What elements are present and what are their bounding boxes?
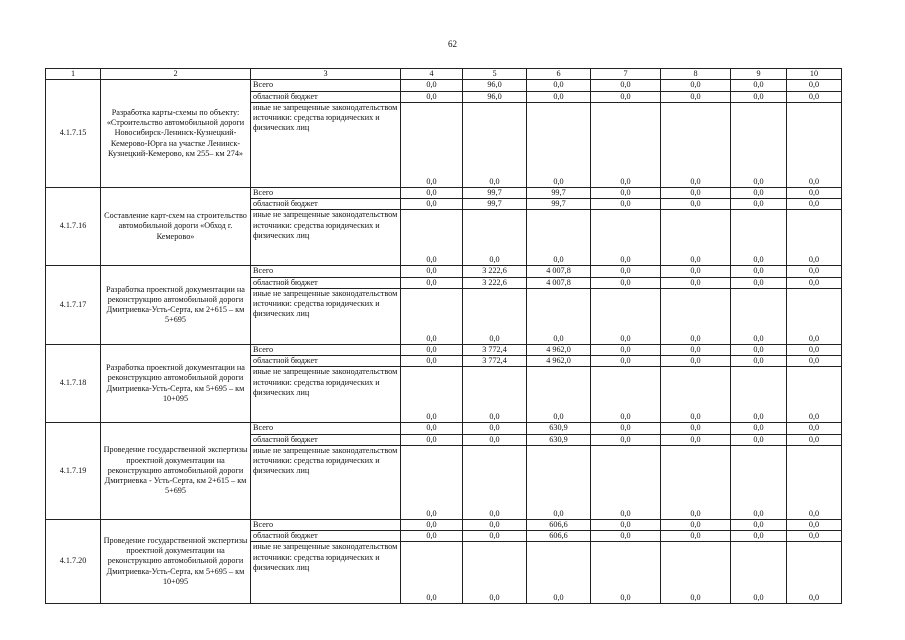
table-row	[46, 266, 842, 277]
amount-cell: 0,0	[661, 356, 731, 367]
amount-cell: 4 007,8	[527, 266, 591, 277]
amount-cell: 0,0	[661, 519, 731, 530]
amount-cell: 0,0	[787, 80, 842, 91]
amount-cell: 0,0	[731, 91, 787, 102]
amount-cell: 0,0	[731, 288, 787, 344]
column-header: 2	[101, 69, 251, 80]
column-header: 9	[731, 69, 787, 80]
funding-source: областной бюджет	[251, 356, 401, 367]
funding-source: Всего	[251, 423, 401, 434]
column-header: 5	[463, 69, 527, 80]
amount-cell: 3 772,4	[463, 356, 527, 367]
amount-cell: 0,0	[401, 344, 463, 355]
amount-cell: 0,0	[591, 445, 661, 519]
funding-source: областной бюджет	[251, 199, 401, 210]
amount-cell: 0,0	[401, 266, 463, 277]
amount-cell: 0,0	[591, 344, 661, 355]
amount-cell: 0,0	[527, 80, 591, 91]
amount-cell: 99,7	[527, 199, 591, 210]
amount-cell: 0,0	[787, 266, 842, 277]
item-name: Проведение государственной экспертизы проектной документации на реконструкцию автомобильной дороги Дмитриевка - Усть-Серта, км 2+615 – км 5+695	[101, 423, 251, 520]
table-row	[46, 187, 842, 198]
amount-cell: 0,0	[527, 210, 591, 266]
amount-cell: 630,9	[527, 423, 591, 434]
funding-source: областной бюджет	[251, 531, 401, 542]
amount-cell: 0,0	[591, 199, 661, 210]
item-code: 4.1.7.15	[46, 80, 101, 188]
funding-source: областной бюджет	[251, 277, 401, 288]
amount-cell: 0,0	[731, 434, 787, 445]
amount-cell: 96,0	[463, 91, 527, 102]
amount-cell: 0,0	[787, 367, 842, 423]
amount-cell: 0,0	[787, 187, 842, 198]
item-code: 4.1.7.16	[46, 187, 101, 266]
column-header: 7	[591, 69, 661, 80]
amount-cell: 0,0	[661, 434, 731, 445]
item-name: Разработка проектной документации на реконструкцию автомобильной дороги Дмитриевка-Усть-Серта, км 5+695 – км 10+095	[101, 344, 251, 423]
funding-source: Всего	[251, 80, 401, 91]
amount-cell: 0,0	[401, 367, 463, 423]
amount-cell: 0,0	[787, 519, 842, 530]
amount-cell: 0,0	[591, 519, 661, 530]
column-header-row	[46, 69, 842, 80]
amount-cell: 0,0	[731, 210, 787, 266]
amount-cell: 0,0	[591, 80, 661, 91]
amount-cell: 0,0	[463, 531, 527, 542]
column-header: 1	[46, 69, 101, 80]
amount-cell: 0,0	[401, 542, 463, 604]
item-code: 4.1.7.19	[46, 423, 101, 520]
amount-cell: 0,0	[661, 423, 731, 434]
amount-cell: 4 962,0	[527, 344, 591, 355]
amount-cell: 0,0	[591, 266, 661, 277]
amount-cell: 0,0	[731, 445, 787, 519]
amount-cell: 0,0	[463, 367, 527, 423]
amount-cell: 3 222,6	[463, 277, 527, 288]
amount-cell: 0,0	[661, 445, 731, 519]
funding-source: Всего	[251, 344, 401, 355]
amount-cell: 0,0	[787, 445, 842, 519]
amount-cell: 0,0	[731, 531, 787, 542]
funding-source: областной бюджет	[251, 91, 401, 102]
amount-cell: 0,0	[731, 356, 787, 367]
amount-cell: 0,0	[527, 288, 591, 344]
amount-cell: 0,0	[731, 423, 787, 434]
funding-source: Всего	[251, 187, 401, 198]
amount-cell: 99,7	[463, 199, 527, 210]
table-row	[46, 423, 842, 434]
amount-cell: 96,0	[463, 80, 527, 91]
amount-cell: 0,0	[591, 367, 661, 423]
amount-cell: 0,0	[661, 288, 731, 344]
funding-source: Всего	[251, 519, 401, 530]
amount-cell: 0,0	[401, 210, 463, 266]
amount-cell: 0,0	[661, 531, 731, 542]
funding-source: иные не запрещенные законодательством источники: средства юридических и физических лиц	[251, 288, 401, 344]
amount-cell: 0,0	[463, 445, 527, 519]
amount-cell: 0,0	[787, 288, 842, 344]
amount-cell: 0,0	[787, 91, 842, 102]
amount-cell: 0,0	[661, 210, 731, 266]
amount-cell: 0,0	[591, 531, 661, 542]
amount-cell: 0,0	[591, 187, 661, 198]
funding-table	[45, 68, 842, 604]
column-header: 8	[661, 69, 731, 80]
table-row	[46, 519, 842, 530]
amount-cell: 4 007,8	[527, 277, 591, 288]
amount-cell: 0,0	[591, 277, 661, 288]
amount-cell: 0,0	[401, 434, 463, 445]
amount-cell: 0,0	[591, 542, 661, 604]
amount-cell: 0,0	[731, 367, 787, 423]
amount-cell: 0,0	[401, 187, 463, 198]
item-code: 4.1.7.20	[46, 519, 101, 604]
table-body	[46, 69, 842, 604]
table-row	[46, 80, 842, 91]
amount-cell: 606,6	[527, 531, 591, 542]
item-name: Разработка проектной документации на реконструкцию автомобильной дороги Дмитриевка-Усть-Серта, км 2+615 – км 5+695	[101, 266, 251, 345]
amount-cell: 0,0	[731, 199, 787, 210]
amount-cell: 0,0	[591, 91, 661, 102]
funding-source: иные не запрещенные законодательством источники: средства юридических и физических лиц	[251, 102, 401, 187]
funding-source: иные не запрещенные законодательством источники: средства юридических и физических лиц	[251, 210, 401, 266]
item-name: Составление карт-схем на строительство автомобильной дороги «Обход г. Кемерово»	[101, 187, 251, 266]
amount-cell: 0,0	[591, 210, 661, 266]
amount-cell: 0,0	[661, 367, 731, 423]
amount-cell: 0,0	[787, 344, 842, 355]
amount-cell: 0,0	[787, 102, 842, 187]
amount-cell: 0,0	[787, 531, 842, 542]
amount-cell: 0,0	[463, 519, 527, 530]
amount-cell: 0,0	[463, 434, 527, 445]
amount-cell: 0,0	[401, 356, 463, 367]
amount-cell: 0,0	[787, 542, 842, 604]
amount-cell: 0,0	[463, 210, 527, 266]
amount-cell: 0,0	[591, 423, 661, 434]
table-row	[46, 344, 842, 355]
amount-cell: 0,0	[731, 542, 787, 604]
amount-cell: 0,0	[731, 277, 787, 288]
amount-cell: 0,0	[661, 187, 731, 198]
item-name: Проведение государственной экспертизы проектной документации на реконструкцию автомобильной дороги Дмитриевка-Усть-Серта, км 5+695 – км 10+095	[101, 519, 251, 604]
amount-cell: 0,0	[787, 210, 842, 266]
amount-cell: 99,7	[463, 187, 527, 198]
amount-cell: 0,0	[787, 199, 842, 210]
column-header: 4	[401, 69, 463, 80]
amount-cell: 0,0	[463, 288, 527, 344]
amount-cell: 0,0	[401, 519, 463, 530]
amount-cell: 0,0	[527, 367, 591, 423]
amount-cell: 0,0	[661, 542, 731, 604]
amount-cell: 0,0	[661, 266, 731, 277]
amount-cell: 0,0	[527, 91, 591, 102]
amount-cell: 0,0	[591, 102, 661, 187]
amount-cell: 0,0	[527, 445, 591, 519]
amount-cell: 0,0	[731, 102, 787, 187]
amount-cell: 0,0	[661, 199, 731, 210]
item-code: 4.1.7.17	[46, 266, 101, 345]
amount-cell: 0,0	[661, 102, 731, 187]
amount-cell: 0,0	[463, 423, 527, 434]
column-header: 3	[251, 69, 401, 80]
funding-source: Всего	[251, 266, 401, 277]
amount-cell: 0,0	[401, 91, 463, 102]
amount-cell: 0,0	[527, 102, 591, 187]
item-code: 4.1.7.18	[46, 344, 101, 423]
amount-cell: 0,0	[401, 423, 463, 434]
amount-cell: 0,0	[731, 344, 787, 355]
amount-cell: 0,0	[661, 344, 731, 355]
amount-cell: 0,0	[731, 519, 787, 530]
amount-cell: 0,0	[731, 187, 787, 198]
amount-cell: 0,0	[401, 199, 463, 210]
amount-cell: 0,0	[661, 91, 731, 102]
amount-cell: 0,0	[401, 80, 463, 91]
amount-cell: 0,0	[401, 445, 463, 519]
column-header: 6	[527, 69, 591, 80]
amount-cell: 4 962,0	[527, 356, 591, 367]
amount-cell: 606,6	[527, 519, 591, 530]
amount-cell: 0,0	[401, 288, 463, 344]
amount-cell: 3 772,4	[463, 344, 527, 355]
amount-cell: 99,7	[527, 187, 591, 198]
amount-cell: 0,0	[787, 356, 842, 367]
amount-cell: 0,0	[591, 434, 661, 445]
amount-cell: 0,0	[787, 423, 842, 434]
amount-cell: 0,0	[661, 277, 731, 288]
amount-cell: 0,0	[401, 277, 463, 288]
amount-cell: 0,0	[401, 102, 463, 187]
amount-cell: 0,0	[527, 542, 591, 604]
amount-cell: 0,0	[787, 434, 842, 445]
amount-cell: 0,0	[463, 102, 527, 187]
funding-source: иные не запрещенные законодательством источники: средства юридических и физических лиц	[251, 367, 401, 423]
item-name: Разработка карты-схемы по объекту: «Строительство автомобильной дороги Новосибирск-Ленинск-Кузнецкий-Кемерово-Юрга на участке Ленинск-Кузнецкий-Кемерово, км 255– км 274»	[101, 80, 251, 188]
column-header: 10	[787, 69, 842, 80]
funding-source: иные не запрещенные законодательством источники: средства юридических и физических лиц	[251, 445, 401, 519]
funding-source: областной бюджет	[251, 434, 401, 445]
amount-cell: 0,0	[787, 277, 842, 288]
amount-cell: 0,0	[731, 266, 787, 277]
amount-cell: 0,0	[401, 531, 463, 542]
amount-cell: 0,0	[661, 80, 731, 91]
amount-cell: 0,0	[731, 80, 787, 91]
page-number: 62	[448, 39, 457, 49]
funding-source: иные не запрещенные законодательством источники: средства юридических и физических лиц	[251, 542, 401, 604]
amount-cell: 630,9	[527, 434, 591, 445]
amount-cell: 0,0	[463, 542, 527, 604]
amount-cell: 0,0	[591, 356, 661, 367]
amount-cell: 0,0	[591, 288, 661, 344]
amount-cell: 3 222,6	[463, 266, 527, 277]
